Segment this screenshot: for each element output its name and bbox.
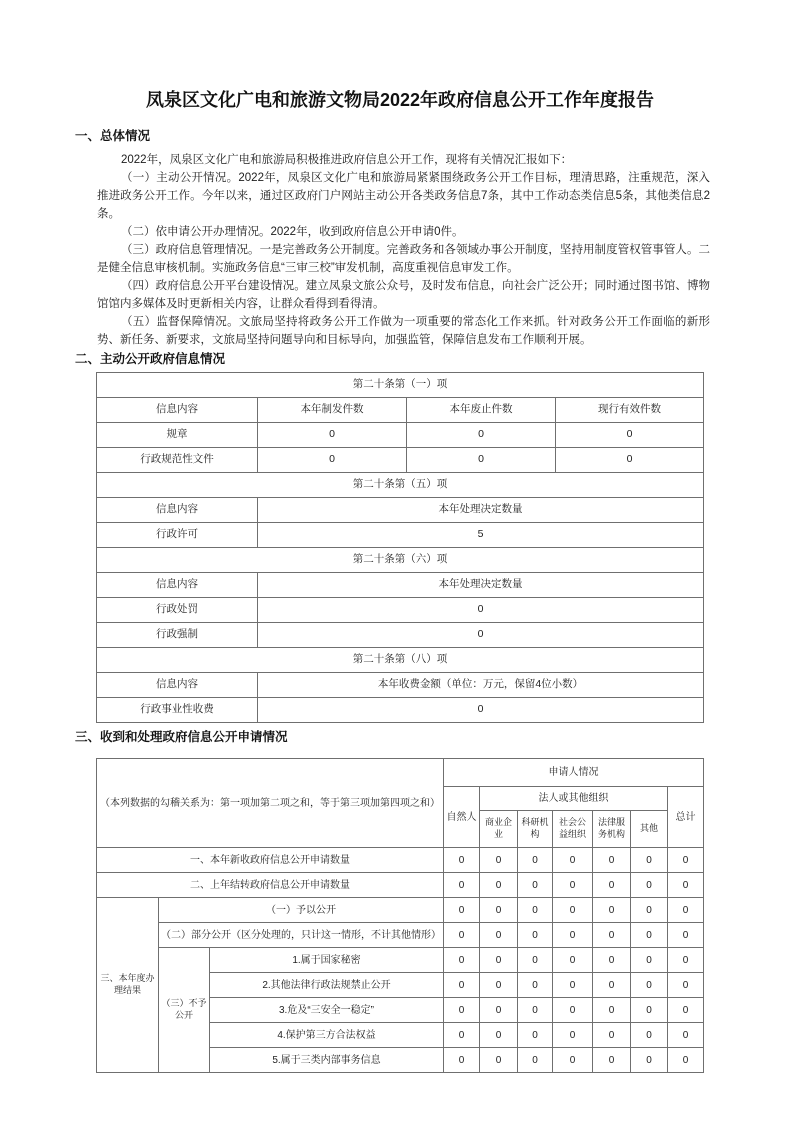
table-row [97,623,704,648]
section1-heading: 一、总体情况 [75,129,151,143]
table-row [97,473,704,498]
table-cell: 信息内容 [97,398,258,423]
table-cell: 0 [480,1023,518,1048]
table-cell: 法人或其他组织 [480,787,668,811]
table-cell: （三）不予公开 [159,948,210,1073]
table-cell: 行政许可 [97,523,258,548]
table-row [97,398,704,423]
table-row [97,448,704,473]
table-cell: 0 [593,998,631,1023]
table-cell: （本列数据的勾稽关系为：第一项加第二项之和，等于第三项加第四项之和） [97,759,444,848]
table-cell: 二、上年结转政府信息公开申请数量 [97,873,444,898]
table-cell: 0 [553,923,593,948]
table-row [97,573,704,598]
table-cell: 0 [553,998,593,1023]
table-cell: 0 [553,873,593,898]
table-cell: 4.保护第三方合法权益 [210,1023,444,1048]
section1-body [97,151,710,349]
table-row [97,873,704,898]
document-title: 凤泉区文化广电和旅游文物局2022年政府信息公开工作年度报告 [145,90,655,110]
table-cell: 0 [518,873,553,898]
table-cell: 0 [518,973,553,998]
table-cell: 0 [668,848,704,873]
table-row [97,373,704,398]
table-cell: 0 [631,873,668,898]
table-row [97,548,704,573]
table-cell: 0 [258,623,704,648]
table-row [97,523,704,548]
table-cell: 法律服务机构 [593,811,631,848]
table-cell: 0 [553,1023,593,1048]
table-cell: 0 [553,898,593,923]
table-row [97,648,704,673]
table-cell: 0 [556,423,704,448]
table-proactive-disclosure [96,372,704,723]
table-row [97,759,704,787]
table-cell: 0 [480,898,518,923]
section3-heading: 三、收到和处理政府信息公开申请情况 [75,730,288,744]
table-application-handling [96,758,704,1073]
table-cell: 0 [480,1048,518,1073]
table-cell: 0 [668,1048,704,1073]
table-cell: 行政事业性收费 [97,698,258,723]
table-cell: 0 [480,973,518,998]
table-row [97,673,704,698]
table-cell: 0 [480,873,518,898]
table-row [97,423,704,448]
table-cell: 3.危及“三安全一稳定” [210,998,444,1023]
table-cell: 0 [556,448,704,473]
table-cell: 本年处理决定数量 [258,573,704,598]
table-cell: 0 [553,948,593,973]
table-row [97,923,704,948]
table-cell: 0 [444,923,480,948]
table-cell: 0 [593,873,631,898]
table-cell: 信息内容 [97,573,258,598]
table-cell: 0 [444,873,480,898]
table-cell: 0 [444,998,480,1023]
table-cell: 0 [518,848,553,873]
table-cell: 0 [631,998,668,1023]
table-cell: 其他 [631,811,668,848]
table-cell: 一、本年新收政府信息公开申请数量 [97,848,444,873]
table-cell: 第二十条第（五）项 [97,473,704,498]
table-cell: 第二十条第（八）项 [97,648,704,673]
table-cell: 0 [258,423,407,448]
table-cell: 0 [258,598,704,623]
table-cell: 0 [518,998,553,1023]
table-cell: 0 [668,898,704,923]
table-cell: 0 [631,898,668,923]
table-cell: 0 [631,1048,668,1073]
table-row [97,848,704,873]
table-cell: 0 [593,948,631,973]
table-cell: 申请人情况 [444,759,704,787]
paragraph-on-request: （二）依申请公开办理情况。2022年，收到政府信息公开申请0件。 [121,226,464,238]
table-cell: 0 [444,973,480,998]
table-cell: 第二十条第（一）项 [97,373,704,398]
table-cell: 0 [480,923,518,948]
table-cell: 0 [593,923,631,948]
section2-heading: 二、主动公开政府信息情况 [75,352,226,366]
table-cell: 0 [444,948,480,973]
table-cell: 信息内容 [97,673,258,698]
table-cell: 0 [518,1023,553,1048]
table-cell: 0 [258,448,407,473]
table-row [97,948,704,973]
table-cell: 0 [631,923,668,948]
table-cell: 0 [258,698,704,723]
table-cell: 0 [480,948,518,973]
paragraph-platform: （四）政府信息公开平台建设情况。建立凤泉文旅公众号，及时发布信息，向社会广泛公开；同时通过图书馆、博物馆馆内多媒体及时更新相关内容，让群众看得到看得清。 [97,280,710,310]
table-cell: 0 [668,948,704,973]
table-cell: 0 [407,448,556,473]
table-cell: 三、本年度办理结果 [97,898,159,1073]
table-cell: 社会公益组织 [553,811,593,848]
table-cell: 行政处罚 [97,598,258,623]
table-row [97,598,704,623]
table-cell: 第二十条第（六）项 [97,548,704,573]
table-cell: 本年收费金额（单位：万元，保留4位小数） [258,673,704,698]
table-row [97,698,704,723]
table-cell: 0 [631,1023,668,1048]
table-cell: 0 [518,923,553,948]
table-cell: 信息内容 [97,498,258,523]
table-cell: 0 [668,973,704,998]
table-cell: 0 [553,848,593,873]
table-cell: 5.属于三类内部事务信息 [210,1048,444,1073]
table-row [97,898,704,923]
table-cell: 现行有效件数 [556,398,704,423]
table-row [97,498,704,523]
table-cell: 0 [518,1048,553,1073]
table-cell: 0 [593,1023,631,1048]
table-cell: 0 [518,948,553,973]
table-cell: 0 [631,973,668,998]
table-cell: 0 [631,848,668,873]
table-cell: 0 [553,973,593,998]
table-cell: 科研机构 [518,811,553,848]
table-cell: 0 [518,898,553,923]
table-cell: 0 [480,848,518,873]
table-cell: （二）部分公开（区分处理的，只计这一情形，不计其他情形） [159,923,444,948]
table-cell: 0 [668,923,704,948]
table-cell: 行政规范性文件 [97,448,258,473]
paragraph-management: （三）政府信息管理情况。一是完善政务公开制度。完善政务和各领域办事公开制度，坚持用制度管权管事管人。二是健全信息审核机制。实施政务信息“三审三校”审发机制，高度重视信息审发工作。 [97,244,710,274]
table-cell: 总计 [668,787,704,848]
table-cell: 5 [258,523,704,548]
table-cell: 规章 [97,423,258,448]
table-cell: 0 [668,1023,704,1048]
table-cell: 0 [668,873,704,898]
table-cell: 2.其他法律行政法规禁止公开 [210,973,444,998]
table-cell: （一）予以公开 [159,898,444,923]
table-cell: 0 [444,1023,480,1048]
table-cell: 0 [668,998,704,1023]
paragraph-proactive: （一）主动公开情况。2022年，凤泉区文化广电和旅游局紧紧围绕政务公开工作目标，理清思路，注重规范，深入推进政务公开工作。今年以来，通过区政府门户网站主动公开各类政务信息7条，其中工作动态类信息5条，其他类信息2条。 [97,172,710,220]
table-cell: 商业企业 [480,811,518,848]
table-cell: 0 [593,848,631,873]
table-cell: 0 [553,1048,593,1073]
table-cell: 0 [631,948,668,973]
table-cell: 自然人 [444,787,480,848]
table-cell: 0 [444,848,480,873]
paragraph-supervision: （五）监督保障情况。文旅局坚持将政务公开工作做为一项重要的常态化工作来抓。针对政务公开工作面临的新形势、新任务、新要求，文旅局坚持问题导向和目标导向，加强监管，保障信息发布工作顺利开展。 [97,316,710,346]
table-cell: 0 [593,898,631,923]
table-cell: 本年处理决定数量 [258,498,704,523]
table-cell: 0 [444,1048,480,1073]
table-cell: 本年废止件数 [407,398,556,423]
table-cell: 行政强制 [97,623,258,648]
paragraph-overview: 2022年，凤泉区文化广电和旅游局积极推进政府信息公开工作，现将有关情况汇报如下： [121,154,573,166]
table-cell: 0 [480,998,518,1023]
table-cell: 0 [407,423,556,448]
table-cell: 本年制发件数 [258,398,407,423]
table-cell: 1.属于国家秘密 [210,948,444,973]
table-cell: 0 [444,898,480,923]
table-cell: 0 [593,973,631,998]
table-cell: 0 [593,1048,631,1073]
